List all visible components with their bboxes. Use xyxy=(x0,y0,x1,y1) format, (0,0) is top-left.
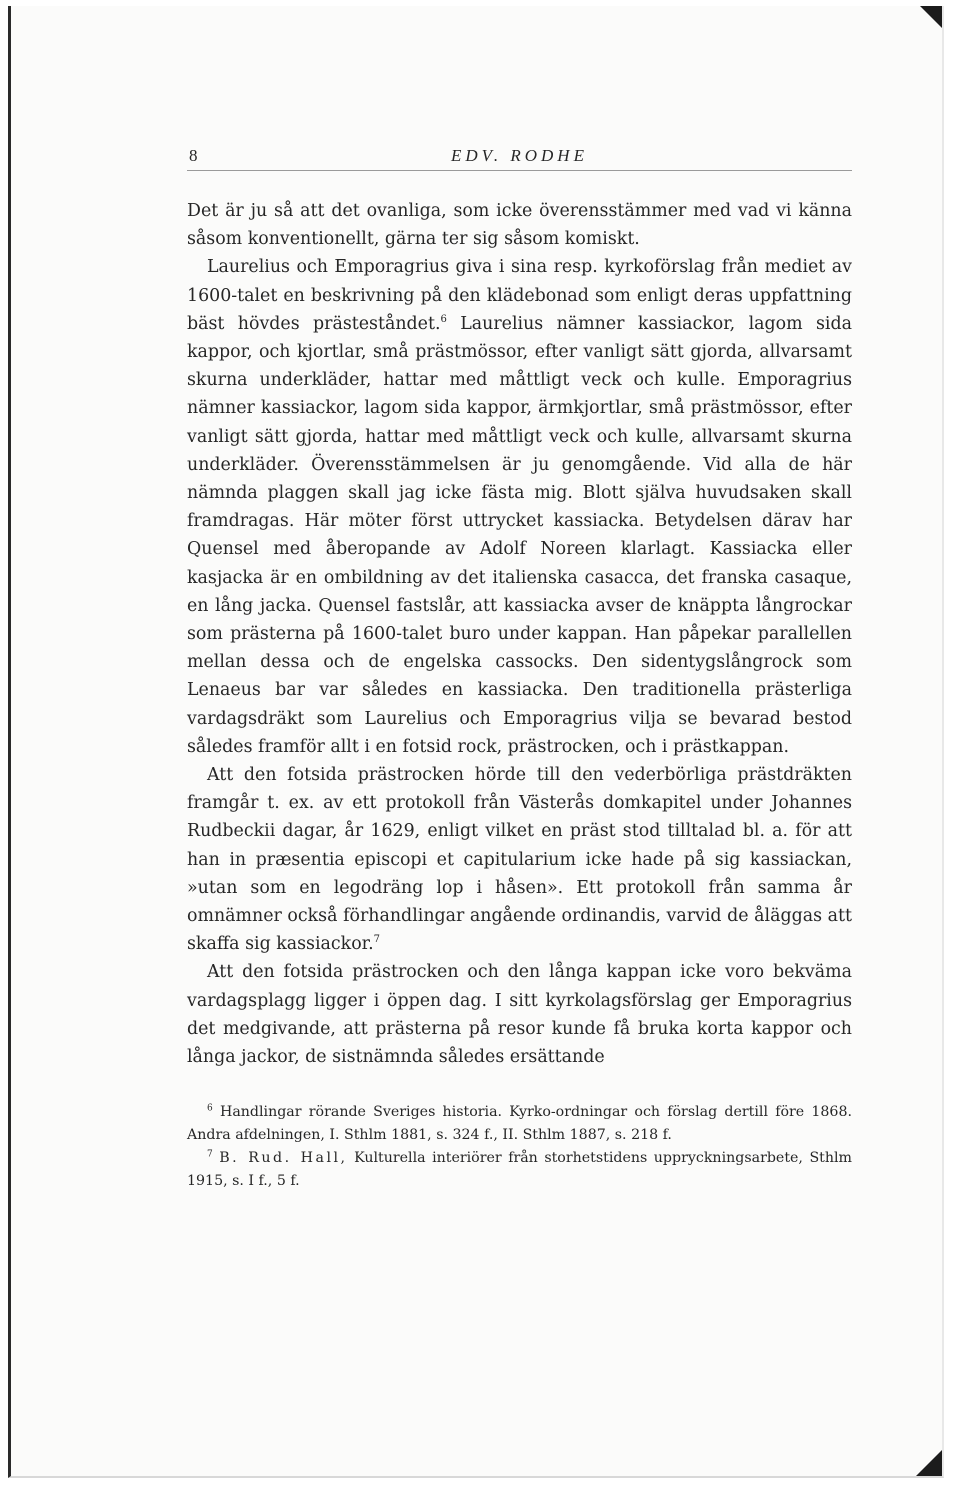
paragraph: Att den fotsida prästrocken och den långa kappan icke voro bekväma vardagsplagg ligger i öppen dag. I sitt kyrkolagsförslag ger Emporagrius det medgivande, att prästerna på resor kunde få bruka korta kappor och långa jackor, de sistnämnda således ersättande xyxy=(187,962,852,1068)
paragraph-text: Att den fotsida prästrocken hörde till den vederbörliga prästdräkten framgår t. ex. av ett protokoll från Västerås domkapitel under Johannes Rudbeckii dagar, år 1629, enligt vilket en präst stod tilltalad bl. a. för att han in præsentia episcopi et capitularium icke hade på sig kassiackan, »utan som en legodräng lop i håsen». xyxy=(187,765,852,898)
footnote-text: Handlingar rörande Sveriges historia. Kyrko-ordningar och förslag dertill före 1868. Andra afdelningen, I. Sthlm 1881, s. 324 f., II. Sthlm 1887, s. 218 f. xyxy=(187,1104,852,1143)
page-number: 8 xyxy=(189,146,198,165)
footnote-ref: 7 xyxy=(373,934,380,946)
footnote-author: B. Rud. Hall, xyxy=(219,1150,348,1167)
paragraph-text: Ett protokoll från samma år omnämner också förhandlingar angående ordinandis, varvid de åläggas att skaffa sig kassiackor. xyxy=(187,877,852,955)
footnote-ref: 6 xyxy=(440,314,447,326)
footnote-mark: 7 xyxy=(207,1149,213,1160)
page-header xyxy=(187,140,852,171)
body-text xyxy=(187,197,852,1071)
scan-corner-top xyxy=(920,6,942,28)
footnote xyxy=(187,1147,852,1192)
footnote xyxy=(187,1101,852,1146)
paragraph xyxy=(187,253,852,761)
footnote-text: Kulturella interiörer från storhetstidens uppryckningsarbete, Sthlm 1915, s. I f., 5 f. xyxy=(187,1150,852,1189)
scan-corner-bottom xyxy=(916,1450,942,1476)
footnote-mark: 6 xyxy=(207,1103,213,1114)
paragraph: Det är ju så att det ovanliga, som icke överensstämmer med vad vi känna såsom konventionellt, gärna ter sig såsom komiskt. xyxy=(187,201,852,250)
paragraph xyxy=(187,761,852,958)
footnotes xyxy=(187,1101,852,1192)
running-title: EDV. RODHE xyxy=(451,146,588,165)
paragraph-text: Laurelius och Emporagrius giva i sina resp. kyrkoförslag från mediet av 1600-talet en beskrivning på den klädebonad som enligt deras uppfattning bäst hövdes prästeståndet. xyxy=(187,257,852,334)
book-page xyxy=(187,140,852,1193)
paragraph-text: Laurelius nämner kassiackor, lagom sida kappor, och kjortlar, små prästmössor, efter vanligt sätt gjorda, allvarsamt skurna underkläder, hattar med måttligt veck och kulle. Emporagrius nämner kassiackor, lagom sida kappor, ärmkjortlar, små prästmössor, efter vanligt sätt gjorda, hattar med måttligt veck och kulle, allvarsamt skurna underkläder. Överensstämmelsen är ju genomgående. Vid alla de här nämnda plaggen skall jag icke fästa mig. Blott själva huvudsaken skall framdragas. Här möter först uttrycket kassiacka. Betydelsen därav har Quensel med åberopande av Adolf Noreen klarlagt. Kassiacka eller kasjacka är en ombildning av det italienska casacca, det franska casaque, en lång jacka. Quensel fastslår, att kassiacka avser de knäppta långrockar som prästerna på 1600-talet buro under kappan. Han påpekar parallellen mellan dessa och de engelska cassocks. Den sidentygslångrock som Lenaeus bar var således en kassiacka. Den traditionella prästerliga vardagsdräkt som Laurelius och Emporagrius vilja se bevarad bestod således framför allt i en fotsid rock, prästrocken, och i prästkappan. xyxy=(187,313,852,757)
